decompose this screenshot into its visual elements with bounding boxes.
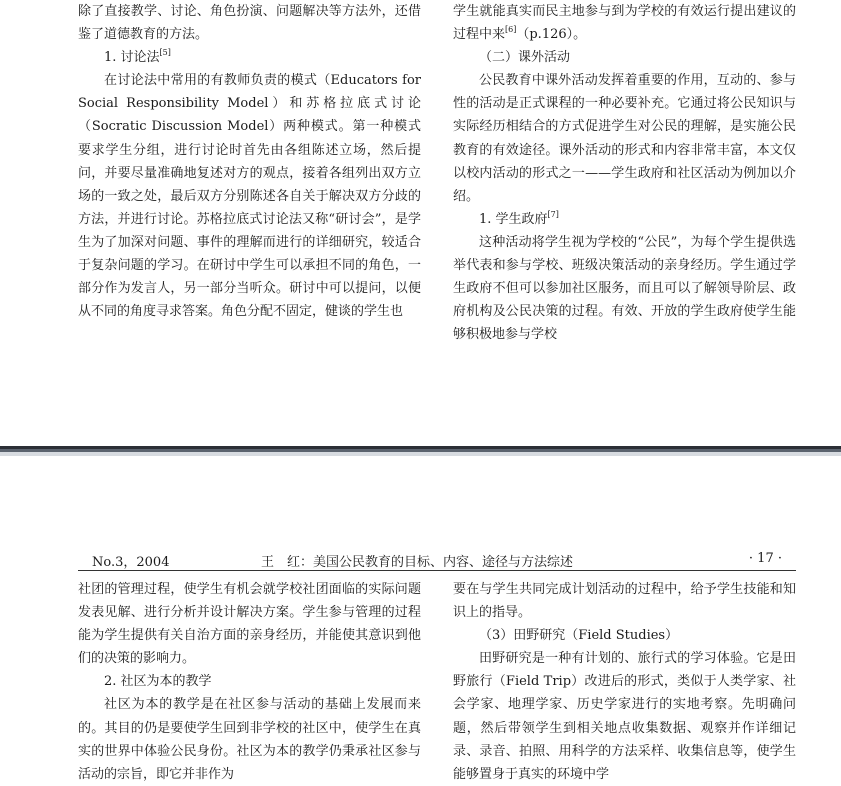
section-heading: （二）课外活动 <box>479 50 571 66</box>
section-heading: 1. 学生政府[7] <box>479 209 559 227</box>
footnote-ref: [5] <box>159 48 171 58</box>
footnote-ref: [7] <box>547 209 559 219</box>
page-divider <box>0 446 841 456</box>
top-right-column <box>453 0 796 346</box>
footnote-ref: [6] <box>505 25 517 35</box>
top-left-column <box>78 0 421 323</box>
paragraph: 公民教育中课外活动发挥着重要的作用，互动的、参与性的活动是正式课程的一种必要补充。它通过将公民知识与实际经历相结合的方式促进学生对公民的理解，是实施公民教育的有效途径。课外活动的形式和内容非常丰富，本文仅以校内活动的形式之一——学生政府和社区活动为例加以介绍。 <box>453 73 796 204</box>
section-heading: 1. 讨论法[5] <box>104 48 171 66</box>
paragraph: 在讨论法中常用的有教师负责的模式（Educators for Social Responsibility Model）和苏格拉底式讨论（Socratic Discussion Model）两种模式。第一种模式要求学生分组，进行讨论时首先由各组陈述立场，然后提问，并要尽量准确地复述对方的观点，接着各组列出双方立场的一致之处，最后双方分别陈述各自关于解决双方分歧的方法，并进行讨论。苏格拉底式讨论法又称“研讨会”，是学生为了加深对问题、事件的理解而进行的详细研究，较适合于复杂问题的学习。在研讨中学生可以承担不同的角色，一部分作为发言人，另一部分当听众。研讨中可以提问，以便从不同的角度寻求答案。角色分配不固定，健谈的学生也 <box>78 73 421 320</box>
paragraph: 社区为本的教学是在社区参与活动的基础上发展而来的。其目的仍是要使学生回到非学校的社区中，使学生在真实的世界中体验公民身份。社区为本的教学仍秉承社区参与活动的宗旨，即它并非作为 <box>78 697 421 782</box>
paragraph: 学生就能真实而民主地参与到为学校的有效运行提出建议的过程中来[6]（p.126）。 <box>453 4 796 43</box>
article-running-title: 王 红：美国公民教育的目标、内容、途径与方法综述 <box>261 555 574 570</box>
section-heading: 2. 社区为本的教学 <box>104 674 212 690</box>
section-heading: （3）田野研究（Field Studies） <box>479 628 679 644</box>
paragraph: 这种活动将学生视为学校的“公民”，为每个学生提供选举代表和参与学校、班级决策活动的亲身经历。学生通过学生政府不但可以参加社区服务，而且可以了解领导阶层、政府机构及公民决策的过程。有效、开放的学生政府使学生能够积极地参与学校 <box>453 234 796 343</box>
paragraph: 除了直接教学、讨论、角色扮演、问题解决等方法外，还借鉴了道德教育的方法。 <box>78 4 421 43</box>
paragraph: 要在与学生共同完成计划活动的过程中，给予学生技能和知识上的指导。 <box>453 582 796 621</box>
bottom-right-column <box>453 578 796 786</box>
page-number: · 17 · <box>748 551 782 566</box>
running-header <box>78 550 796 571</box>
paragraph: 田野研究是一种有计划的、旅行式的学习体验。它是田野旅行（Field Trip）改进后的形式，类似于人类学家、社会学家、地理学家、历史学家进行的实地考察。先明确问题，然后带领学生到相关地点收集数据、观察并作详细记录、录音、拍照、用科学的方法采样、收集信息等，使学生能够置身于真实的环境中学 <box>453 651 796 782</box>
issue-number: No.3，2004 <box>92 555 170 570</box>
bottom-left-column <box>78 578 421 786</box>
paragraph: 社团的管理过程，使学生有机会就学校社团面临的实际问题发表见解、进行分析并设计解决方案。学生参与管理的过程能为学生提供有关自治方面的亲身经历，并能使其意识到他们的决策的影响力。 <box>78 582 421 667</box>
